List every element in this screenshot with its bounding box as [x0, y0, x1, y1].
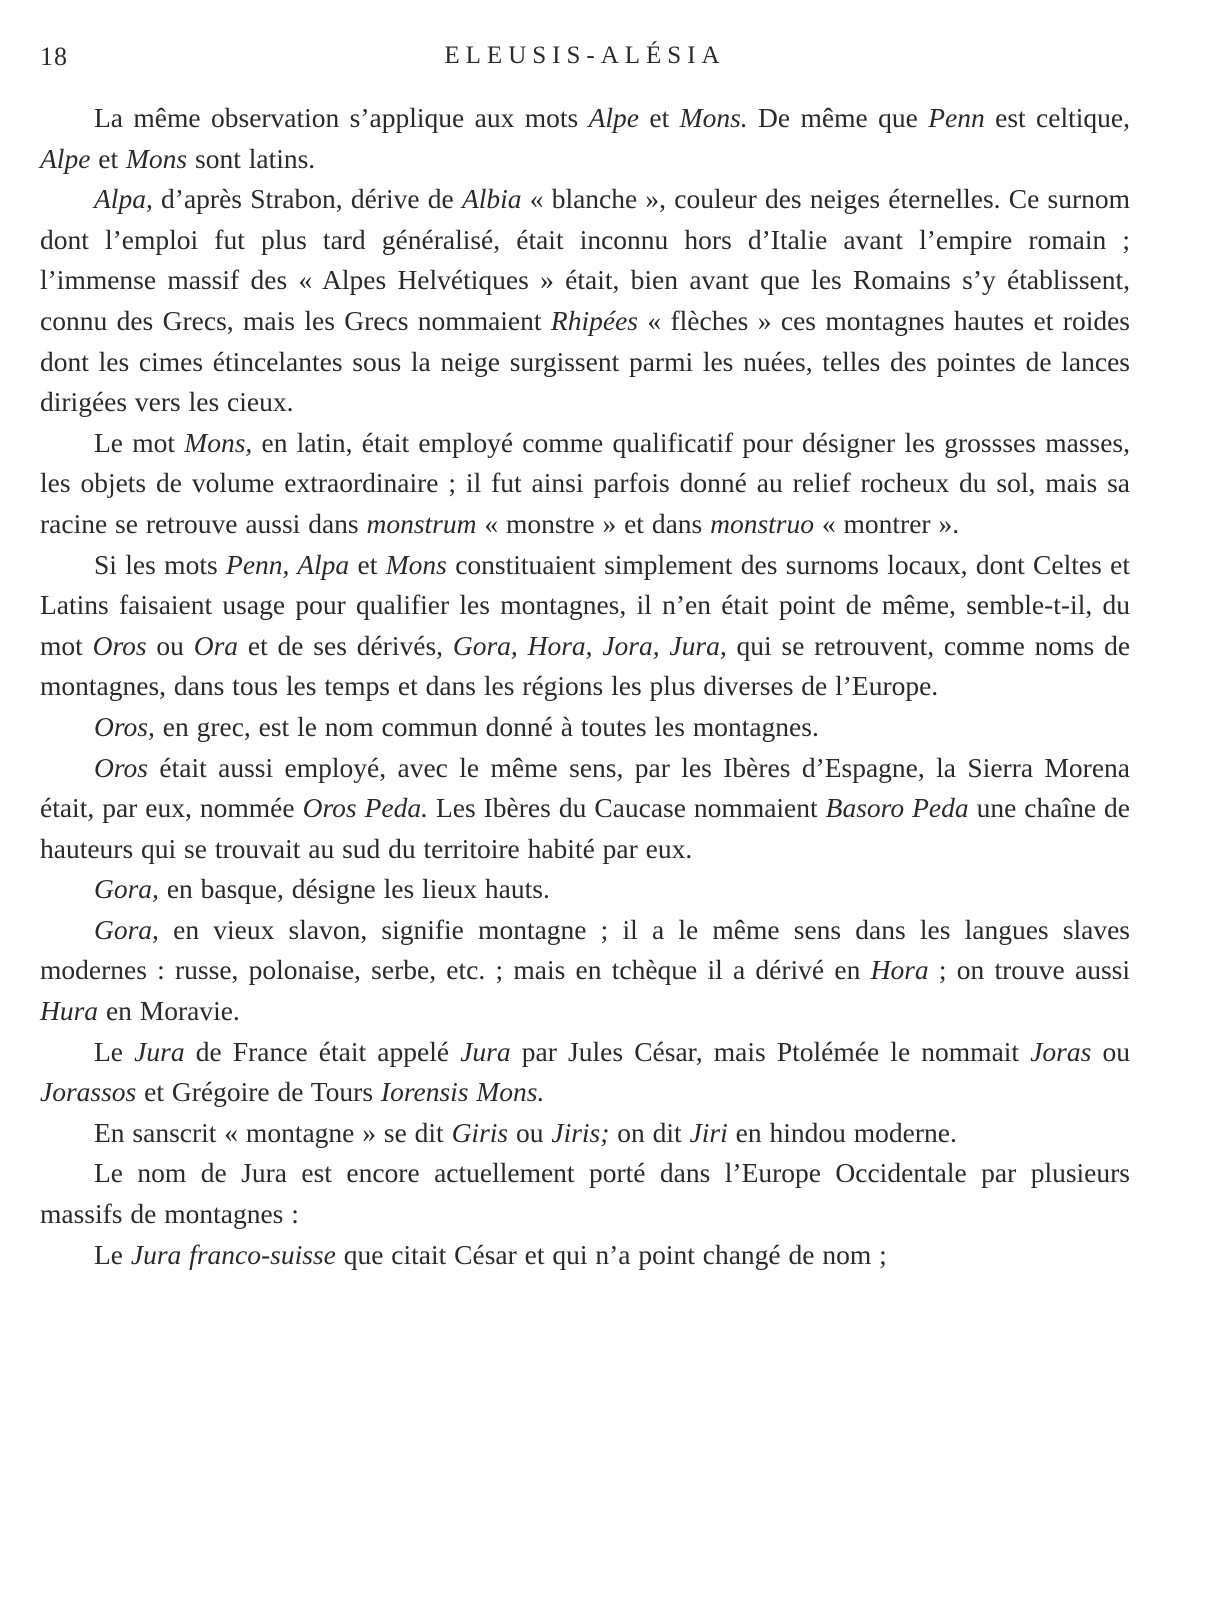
text-run: de France était appelé: [184, 1035, 461, 1067]
text-run: « montrer ».: [814, 507, 960, 539]
paragraph: [40, 423, 1130, 545]
italic-term: Gora,: [94, 873, 159, 905]
italic-term: Joras: [1030, 1035, 1092, 1067]
text-run: « flèches » ces montagnes hautes et roides dont les cimes étincelantes sous la neige surgissent parmi les nuées, telles des pointes de lances dirigées vers les cieux.: [40, 304, 1130, 418]
text-run: en hindou moderne.: [727, 1116, 957, 1148]
text-run: Le: [94, 1035, 135, 1067]
text-run: qui se retrouvent, comme noms de montagnes, dans tous les temps et dans les régions les plus diverses de l’Europe.: [40, 629, 1131, 702]
italic-term: Jiris;: [551, 1116, 610, 1148]
italic-term: Alpe: [588, 102, 640, 133]
italic-term: Gora, Hora, Jora, Jura,: [452, 629, 727, 661]
text-run: en latin, était employé comme qualificatif pour désigner les grossses masses, les objets de volume extraordinaire ; il fut ainsi parfois donné au relief rocheux du sol, mais sa racine se retrouve aussi dans: [40, 426, 1130, 539]
paragraph: [40, 1032, 1130, 1113]
text-run: d’après Strabon, dérive de: [152, 183, 462, 215]
paragraph: [40, 910, 1130, 1032]
body-text: [40, 98, 1130, 1275]
italic-term: Oros,: [94, 710, 155, 742]
text-run: en basque, désigne les lieux hauts.: [158, 873, 550, 905]
italic-term: Rhipées: [550, 304, 638, 336]
italic-term: Jura: [134, 1035, 185, 1067]
italic-term: Oros Peda.: [302, 792, 428, 824]
text-run: ou: [146, 629, 194, 661]
italic-term: Jura franco-suisse: [130, 1238, 336, 1270]
paragraph: [40, 869, 1130, 910]
italic-term: Jura: [460, 1035, 511, 1067]
text-run: et: [639, 102, 680, 133]
text-run: en Moravie.: [98, 995, 240, 1027]
text-run: La même observation s’applique aux mots: [94, 102, 589, 133]
italic-term: Mons,: [184, 426, 253, 458]
paragraph: [40, 179, 1130, 423]
text-run: en grec, est le nom commun donné à toutes les montagnes.: [154, 710, 819, 742]
text-run: une chaîne de hauteurs qui se trouvait au sud du territoire habité par eux.: [40, 792, 1130, 864]
text-run: en vieux slavon, signifie montagne ; il a le même sens dans les langues slaves modernes : russe, polonaise, serbe, etc. ; mais en tchèque il a dérivé en: [40, 913, 1130, 986]
italic-term: Mons: [385, 548, 447, 580]
paragraph: [40, 1153, 1130, 1234]
text-run: et Grégoire de Tours: [136, 1076, 381, 1108]
italic-term: Gora,: [94, 913, 159, 945]
text-run: Les Ibères du Caucase nommaient: [427, 792, 826, 824]
text-run: et de ses dérivés,: [238, 629, 453, 661]
paragraph: [40, 748, 1130, 870]
italic-term: Basoro Peda: [825, 792, 969, 824]
italic-term: Jorassos: [40, 1076, 137, 1108]
page-number: 18: [40, 42, 68, 71]
text-run: Si les mots: [94, 548, 227, 580]
text-run: ou: [508, 1116, 552, 1148]
paragraph: [40, 1113, 1130, 1154]
running-title: ELEUSIS-ALÉSIA: [444, 42, 726, 69]
text-run: Le: [94, 1238, 131, 1270]
italic-term: Iorensis Mons.: [380, 1076, 545, 1108]
italic-term: monstruo: [710, 507, 815, 539]
running-head: [40, 36, 1130, 84]
italic-term: Jiri: [689, 1116, 728, 1148]
text-run: et: [90, 142, 127, 174]
text-run: que citait César et qui n’a point changé de nom ;: [335, 1238, 887, 1270]
italic-term: Oros: [92, 629, 147, 661]
italic-term: Giris: [451, 1116, 509, 1148]
text-run: est celtique,: [984, 102, 1130, 133]
italic-term: monstrum: [366, 507, 477, 539]
italic-term: Hura: [40, 995, 99, 1027]
italic-term: Ora: [193, 629, 239, 661]
italic-term: Alpa,: [94, 183, 153, 215]
text-run: « blanche », couleur des neiges éternelles. Ce surnom dont l’emploi fut plus tard généralisé, était inconnu hors d’Italie avant l’empire romain ; l’immense massif des « Alpes Helvétiques » était, bien avant que les Romains s’y établissent, connu des Grecs, mais les Grecs nommaient: [40, 183, 1131, 336]
italic-term: Penn, Alpa: [226, 548, 350, 580]
paragraph: [40, 545, 1130, 707]
paragraph: [40, 1235, 1130, 1276]
text-run: Le nom de Jura est encore actuellement porté dans l’Europe Occidentale par plusieurs massifs de montagnes :: [40, 1157, 1130, 1230]
italic-term: Mons: [126, 142, 188, 174]
text-run: ; on trouve aussi: [928, 954, 1130, 986]
paragraph: [40, 707, 1130, 748]
text-run: Le mot: [94, 426, 185, 458]
italic-term: Albia: [461, 183, 522, 215]
text-run: par Jules César, mais Ptolémée le nommait: [510, 1035, 1031, 1067]
text-run: « monstre » et dans: [476, 507, 711, 539]
text-run: constituaient simplement des surnoms locaux, dont Celtes et Latins faisaient usage pour qualifier les montagnes, il n’en était point de même, semble-t-il, du mot: [40, 548, 1130, 661]
italic-term: Mons.: [679, 102, 748, 133]
text-run: sont latins.: [187, 142, 316, 174]
text-run: En sanscrit « montagne » se dit: [94, 1116, 452, 1148]
italic-term: Alpe: [40, 142, 91, 174]
paragraph: [40, 98, 1130, 179]
text-run: et: [349, 548, 386, 580]
text-run: on dit: [609, 1116, 690, 1148]
italic-term: Penn: [928, 102, 985, 133]
italic-term: Hora: [870, 954, 929, 986]
book-page: [40, 36, 1130, 1275]
text-run: ou: [1091, 1035, 1130, 1067]
italic-term: Oros: [94, 751, 148, 783]
text-run: était aussi employé, avec le même sens, par les Ibères d’Espagne, la Sierra Morena était, par eux, nommée: [40, 751, 1130, 824]
text-run: De même que: [747, 102, 929, 133]
